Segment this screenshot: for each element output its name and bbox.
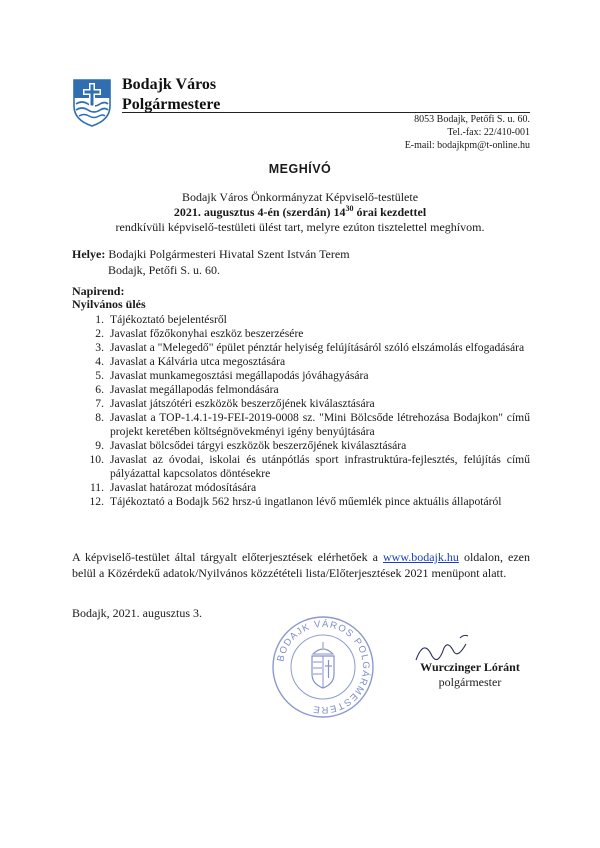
agenda-item [72,313,530,327]
organization-name [122,75,220,115]
contact-block [405,113,530,152]
agenda-item [72,453,530,481]
contact-email: E-mail: bodajkpm@t-online.hu [404,140,530,151]
agenda-item-number: 11. [89,481,104,494]
intro-minutes: 30 [345,204,354,213]
agenda-item-text: Javaslat megállapodás felmondására [110,383,279,396]
intro-time-suffix: órai kezdettel [353,205,427,219]
agenda-item [72,355,530,369]
agenda-item [72,411,530,439]
agenda-item [72,495,530,509]
contact-phone: Tel.-fax: 22/410-001 [447,127,530,138]
agenda-item-text: Javaslat határozat módosítására [110,481,257,494]
agenda-list [72,313,530,509]
website-link[interactable]: www.bodajk.hu [383,550,459,564]
meeting-place [72,246,350,278]
agenda-item [72,369,530,383]
signatory-name: Wurczinger Lóránt [420,660,520,674]
agenda-subheading: Nyilvános ülés [72,297,146,311]
agenda-item-number: 6. [95,383,104,396]
contact-address: 8053 Bodajk, Petőfi S. u. 60. [414,114,530,125]
agenda-item [72,327,530,341]
org-line-2: Polgármestere [122,96,221,113]
agenda-item-text: Javaslat főzőkonyhai eszköz beszerzésére [110,327,304,340]
official-stamp [268,612,378,722]
agenda-item-text: Javaslat a TOP-1.4.1-19-FEI-2019-0008 sz. "Mini Bölcsőde létrehozása Bodajkon" című projekt keretében költségnövekményi igény benyújtására [110,411,530,438]
document-title: MEGHÍVÓ [268,162,332,176]
stamp-text: BODAJK VÁROS POLGÁRMESTERE [275,618,372,716]
place-label: Helye: [72,247,106,261]
agenda-item-text: Javaslat a Kálvária utca megosztására [110,355,286,368]
agenda-item [72,383,530,397]
intro-datetime [0,205,600,220]
agenda-item-text: Tájékoztató bejelentésről [110,313,227,326]
org-line-1: Bodajk Város [122,76,217,93]
agenda-item [72,481,530,495]
notice-text-a: A képviselő-testület által tárgyalt előterjesztések elérhetőek a [72,550,384,564]
agenda-item-text: Javaslat a "Melegedő" épület pénztár helyiség felújításáról szóló elszámolás elfogadására [110,341,525,354]
agenda-item-text: Javaslat bölcsődei tárgyi eszközök beszerzőjének kiválasztására [110,439,407,452]
agenda-item-number: 4. [95,355,104,368]
agenda-item-number: 7. [95,397,104,410]
intro-line-1: Bodajk Város Önkormányzat Képviselő-testülete [181,190,419,204]
intro-date: 2021. augusztus 4-én (szerdán) 14 [173,205,346,219]
agenda-item-number: 8. [95,411,104,424]
agenda-item-text: Javaslat munkamegosztási megállapodás jóváhagyására [110,369,369,382]
agenda-item-number: 5. [95,369,104,382]
documents-notice [72,549,530,581]
agenda-heading-block [72,285,146,311]
agenda-item-text: Tájékoztató a Bodajk 562 hrsz-ú ingatlanon lévő műemlék pince aktuális állapotáról [110,495,502,508]
agenda-item [72,341,530,355]
agenda-item [72,397,530,411]
notice-text-b: oldalon, ezen belül a Közérdekű adatok/Nyilvános közzétételi lista/Előterjesztések 2021 menüpont alatt. [72,550,530,580]
agenda-item-number: 1. [95,313,104,326]
place-line-1: Bodajki Polgármesteri Hivatal Szent István Terem [105,247,350,261]
invitation-intro [0,190,600,235]
agenda-item-number: 12. [89,495,104,508]
hungarian-coat-of-arms-icon [312,642,334,688]
issue-date: Bodajk, 2021. augusztus 3. [72,606,202,620]
signatory-title: polgármester [438,675,502,689]
place-line-2: Bodajk, Petőfi S. u. 60. [108,263,221,277]
agenda-item-text: Javaslat az óvodai, iskolai és utánpótlás sport infrastruktúra-fejlesztés, felújítás című pályázattal kapcsolatos döntésekre [110,453,530,480]
agenda-item-number: 3. [95,341,104,354]
coat-of-arms-icon [72,78,112,128]
agenda-item-text: Javaslat játszótéri eszközök beszerzőjének kiválasztására [110,397,375,410]
agenda-item-number: 9. [95,439,104,452]
signatory [410,660,530,690]
agenda-item-number: 10. [89,453,104,466]
agenda-heading: Napirend: [72,284,125,298]
agenda-item-number: 2. [95,327,104,340]
intro-line-3: rendkívüli képviselő-testületi ülést tart, melyre ezúton tisztelettel meghívom. [115,220,485,234]
agenda-item [72,439,530,453]
